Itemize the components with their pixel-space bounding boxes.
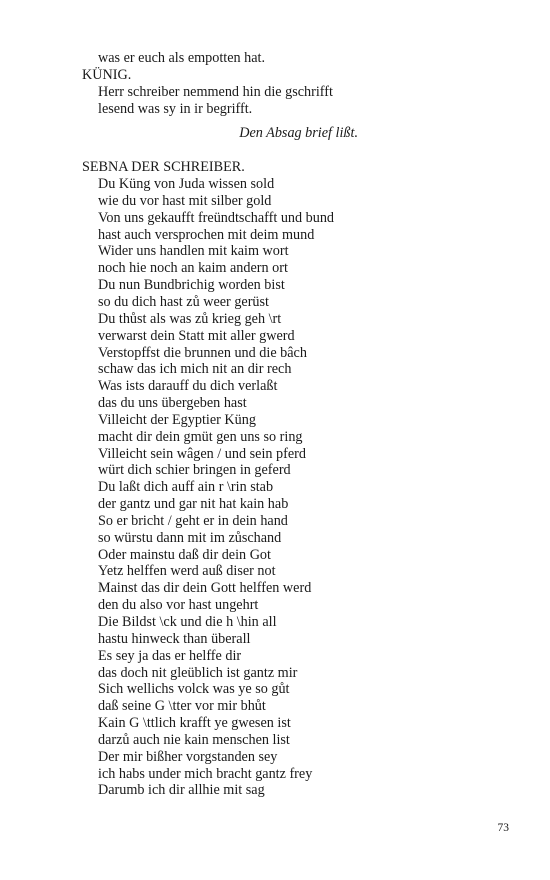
verse-line: So er bricht / geht er in dein hand xyxy=(98,512,288,529)
verse-line: Wider uns handlen mit kaim wort xyxy=(98,243,289,260)
verse-line: Du thůst als was zů krieg geh \rt xyxy=(98,310,282,327)
verse-line: Es sey ja das er helffe dir xyxy=(98,647,242,664)
verse-line: so würstu dann mit im zůschand xyxy=(98,529,282,546)
speech-sebna xyxy=(82,176,382,799)
verse-line: wie du vor hast mit silber gold xyxy=(98,192,272,209)
verse-line: Darumb ich dir allhie mit sag xyxy=(98,782,265,799)
verse-line: verwarst dein Statt mit aller gwerd xyxy=(98,327,295,344)
verse-line: das doch nit gleüblich ist gantz mir xyxy=(98,664,298,681)
stage-direction: Den Absag brief lißt. xyxy=(239,125,358,142)
verse-line: daß seine G \tter vor mir bhůt xyxy=(98,698,266,715)
verse-line: Mainst das dir dein Gott helffen werd xyxy=(98,580,312,597)
speaker-name-king: KÜNIG. xyxy=(82,66,132,83)
verse-line: Villeicht der Egyptier Küng xyxy=(98,411,256,428)
verse-line: Du nun Bundbrichig worden bist xyxy=(98,277,285,294)
verse-line: Du laßt dich auff ain r \rin stab xyxy=(98,479,274,496)
verse-line: würt dich schier bringen in geferd xyxy=(98,462,291,479)
verse-line: Herr schreiber nemmend hin die gschrifft xyxy=(98,83,333,100)
verse-line: darzů auch nie kain menschen list xyxy=(98,731,290,748)
verse-line: Villeicht sein wâgen / und sein pferd xyxy=(98,445,306,462)
verse-line: Die Bildst \ck und die h \hin all xyxy=(98,614,277,630)
verse-line: hast auch versprochen mit deim mund xyxy=(98,226,315,243)
verse-line: Von uns gekaufft freündtschafft und bund xyxy=(98,209,335,226)
verse-line: was er euch als empotten hat. xyxy=(98,50,266,66)
verse-line: Du Küng von Juda wissen sold xyxy=(98,176,275,193)
verse-line: Verstopffst die brunnen und die bâch xyxy=(98,344,307,361)
page-number: 73 xyxy=(497,822,509,834)
verse-line: der gantz und gar nit hat kain hab xyxy=(98,496,289,513)
verse-line: so du dich hast zů weer gerüst xyxy=(98,293,269,310)
spacer xyxy=(82,142,382,159)
verse-line: den du also vor hast ungehrt xyxy=(98,597,259,614)
speaker-name-sebna: SEBNA DER SCHREIBER. xyxy=(82,159,245,176)
verse-line: Yetz helffen werd auß diser not xyxy=(98,563,276,580)
verse-line: Oder mainstu daß dir dein Got xyxy=(98,546,271,563)
verse-line: Kain G \ttlich krafft ye gwesen ist xyxy=(98,715,291,732)
verse-line: Der mir bißher vorgstanden sey xyxy=(98,748,278,765)
verse-line: Sich wellichs volck was ye so gůt xyxy=(98,681,290,698)
verse-text xyxy=(82,50,382,799)
verse-line: Was ists darauff du dich verlaßt xyxy=(98,378,278,395)
verse-line: ich habs under mich bracht gantz frey xyxy=(98,765,313,782)
verse-line: macht dir dein gmüt gen uns so ring xyxy=(98,428,303,445)
verse-line: hastu hinweck than überall xyxy=(98,630,251,647)
verse-line: schaw das ich mich nit an dir rech xyxy=(98,361,292,378)
verse-line: noch hie noch an kaim andern ort xyxy=(98,260,288,277)
verse-line: lesend was sy in ir begrifft. xyxy=(98,100,253,117)
verse-line: das du uns übergeben hast xyxy=(98,395,247,412)
